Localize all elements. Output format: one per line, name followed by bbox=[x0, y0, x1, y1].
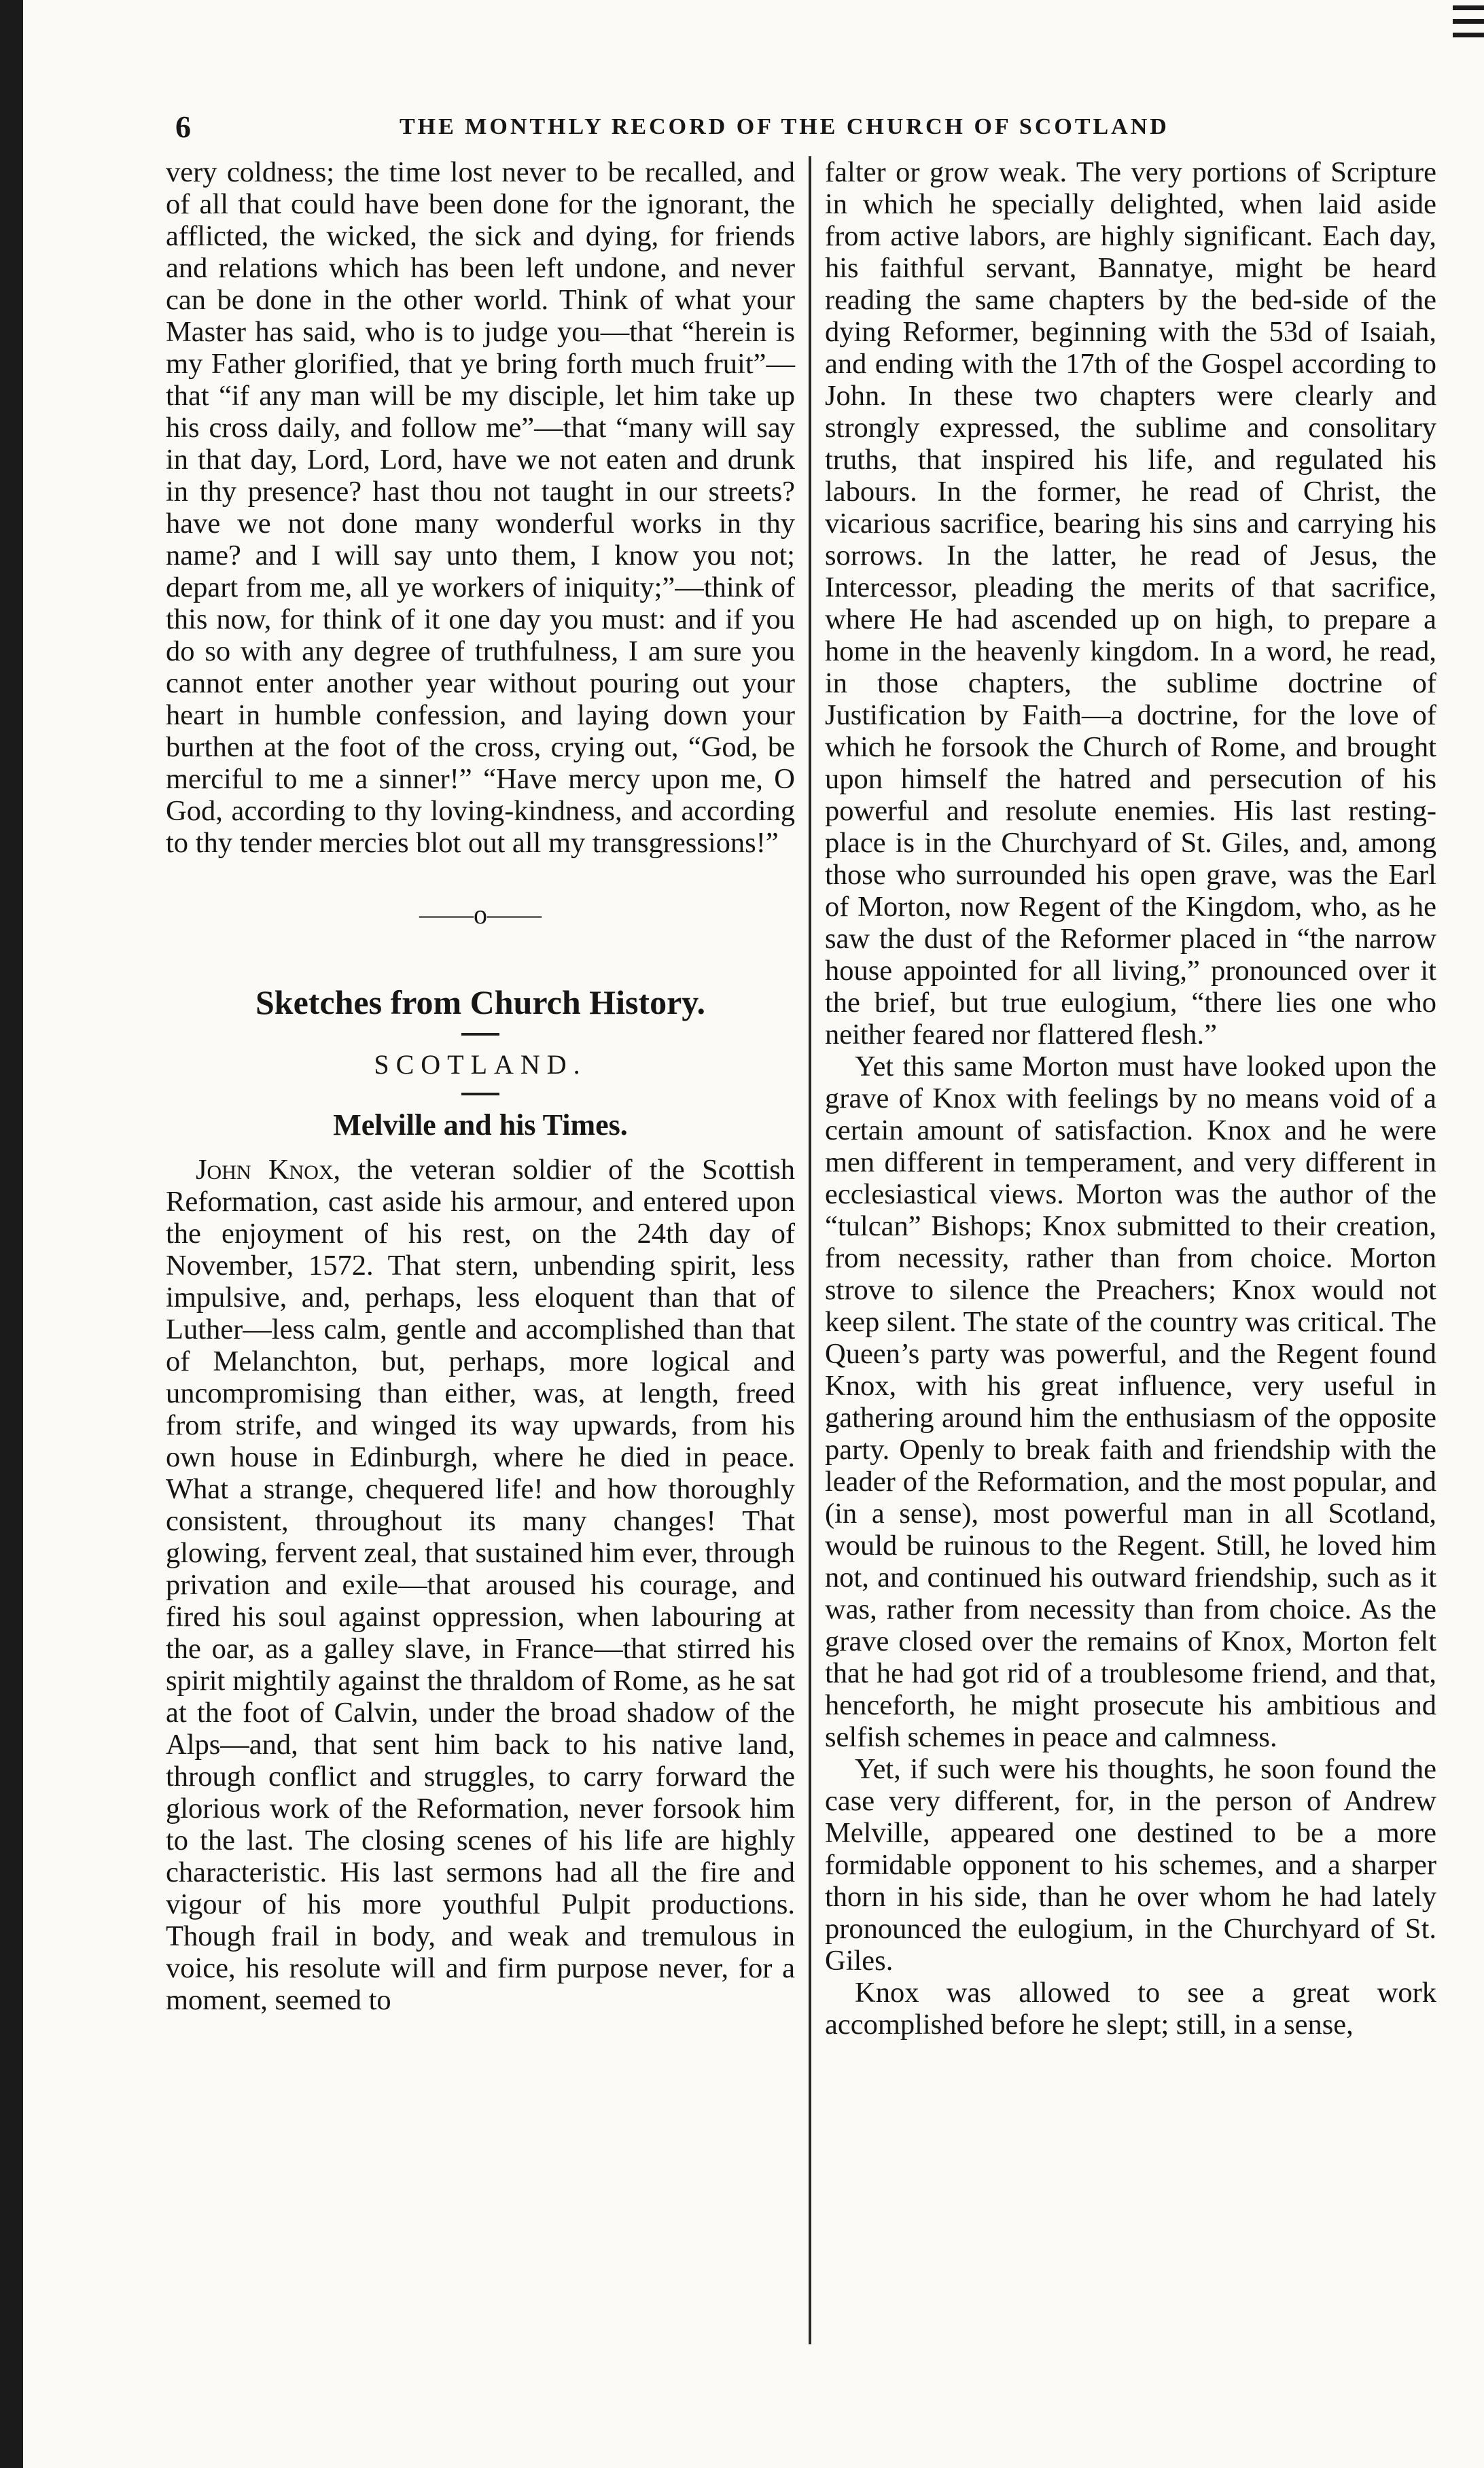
page-number: 6 bbox=[175, 109, 191, 144]
paragraph: Yet, if such were his thoughts, he soon found the case very different, for, in the person of Andrew Melville, appeared one destined to be a more formidable opponent to his schemes, and a sharper thorn in his side, than he over whom he had lately pronounced the eulogium, in the Churchyard of St. Giles. bbox=[825, 1753, 1436, 1977]
page-left-shadow bbox=[0, 0, 23, 2468]
paragraph: Yet this same Morton must have looked upon the grave of Knox with feelings by no means void of a certain amount of satisfaction. Knox and he were men different in temperament, and very different in ecclesiastical views. Morton was the author of the “tulcan” Bishops; Knox submitted to their creation, from necessity, rather than from choice. Morton strove to silence the Preachers; Knox would not keep silent. The state of the country was critical. The Queen’s party was powerful, and the Regent found Knox, with his great influence, very useful in gathering around him the enthusiasm of the opposite party. Openly to break faith and friendship with the leader of the Reformation, and the most popular, and (in a sense), most powerful man in all Scotland, would be ruinous to the Regent. Still, he loved him not, and continued his outward friendship, such as it was, rather from necessity than from choice. As the grave closed over the remains of Knox, Morton felt that he had got rid of a troublesome friend, and that, henceforth, he might prosecute his ambitious and selfish schemes in peace and calmness. bbox=[825, 1051, 1436, 1753]
running-title: THE MONTHLY RECORD OF THE CHURCH OF SCOTLAND bbox=[400, 114, 1169, 139]
continued-paragraph: very coldness; the time lost never to be recalled, and of all that could have been done for the ignorant, the afflicted, the wicked, the sick and dying, for friends and relations which has been left undone, and never can be done in the other world. Think of what your Master has said, who is to judge you—that “herein is my Father glorified, that ye bring forth much fruit”—that “if any man will be my disciple, let him take up his cross daily, and follow me”—that “many will say in that day, Lord, Lord, have we not eaten and drunk in thy presence? hast thou not taught in our streets? have we not done many wonderful works in thy name? and I will say unto them, I know you not; depart from me, all ye workers of iniquity;”—think of this now, for think of it one day you must: and if you do so with any degree of truthfulness, I am sure you cannot enter another year without pouring out your heart in humble confession, and laying down your burthen at the foot of the cross, crying out, “God, be merciful to me a sinner!” “Have mercy upon me, O God, according to thy loving-kindness, and according to thy tender mercies blot out all my transgressions!” bbox=[166, 156, 795, 859]
right-column bbox=[825, 156, 1436, 2041]
section-title: Sketches from Church History. bbox=[255, 983, 706, 1021]
page-header bbox=[175, 109, 1453, 156]
section-country: SCOTLAND. bbox=[374, 1049, 587, 1080]
title-dash bbox=[461, 1093, 499, 1095]
column-rule bbox=[809, 156, 811, 2344]
title-dash bbox=[461, 1033, 499, 1036]
article-paragraph bbox=[166, 1154, 795, 2016]
paragraph: falter or grow weak. The very portions of Scripture in which he specially delighted, when laid aside from active labors, are highly significant. Each day, his faithful servant, Bannatye, might be heard reading the same chapters by the bed-side of the dying Reformer, beginning with the 53d of Isaiah, and ending with the 17th of the Gospel according to John. In these two chapters were clearly and strongly expressed, the sublime and consolitary truths, that inspired his life, and regulated his labours. In the former, he read of Christ, the vicarious sacrifice, bearing his sins and carrying his sorrows. In the latter, he read of Jesus, the Intercessor, pleading the merits of that sacrifice, where He had ascended up on high, to prepare a home in the heavenly kingdom. In a word, he read, in those chapters, the sublime doctrine of Justification by Faith—a doctrine, for the love of which he forsook the Church of Rome, and brought upon himself the hatred and persecution of his powerful and resolute enemies. His last resting-place is in the Churchyard of St. Giles, and, among those who surrounded his open grave, was the Earl of Morton, now Regent of the Kingdom, who, as he saw the dust of the Reformer placed in “the narrow house appointed for all living,” pronounced over it the brief, but true eulogium, “there lies one who neither feared nor flattered flesh.” bbox=[825, 156, 1436, 1051]
binding-marks bbox=[1447, 0, 1484, 95]
left-column bbox=[166, 156, 795, 2016]
article-text: the veteran soldier of the Scottish Reformation, cast aside his armour, and entered upon the enjoyment of his rest, on the 24th day of November, 1572. That stern, unbending spirit, less impulsive, and, perhaps, less eloquent than that of Luther—less calm, gentle and accomplished than that of Melanchton, but, perhaps, more logical and uncompromising than either, was, at length, freed from strife, and winged its way upwards, from his own house in Edinburgh, where he died in peace. What a strange, chequered life! and how thoroughly consistent, throughout its many changes! That glowing, fervent zeal, that sustained him ever, through privation and exile—that aroused his courage, and fired his soul against oppression, when labouring at the oar, as a galley slave, in France—that stirred his spirit mightily against the thraldom of Rome, as he sat at the foot of Calvin, under the broad shadow of the Alps—and, that sent him back to his native land, through conflict and struggles, to carry forward the glorious work of the Reformation, never forsook him to the last. The closing scenes of his life are highly characteristic. His last sermons had all the fire and vigour of his more youthful Pulpit productions. Though frail in body, and weak and tremulous in voice, his resolute will and firm purpose never, for a moment, seemed to bbox=[166, 1154, 795, 2016]
paragraph: Knox was allowed to see a great work accomplished before he slept; still, in a sense, bbox=[825, 1977, 1436, 2041]
article-subtitle: Melville and his Times. bbox=[333, 1108, 628, 1142]
article-lead-name: John Knox, bbox=[196, 1154, 341, 1186]
section-ornament: ——o—— bbox=[419, 899, 542, 930]
